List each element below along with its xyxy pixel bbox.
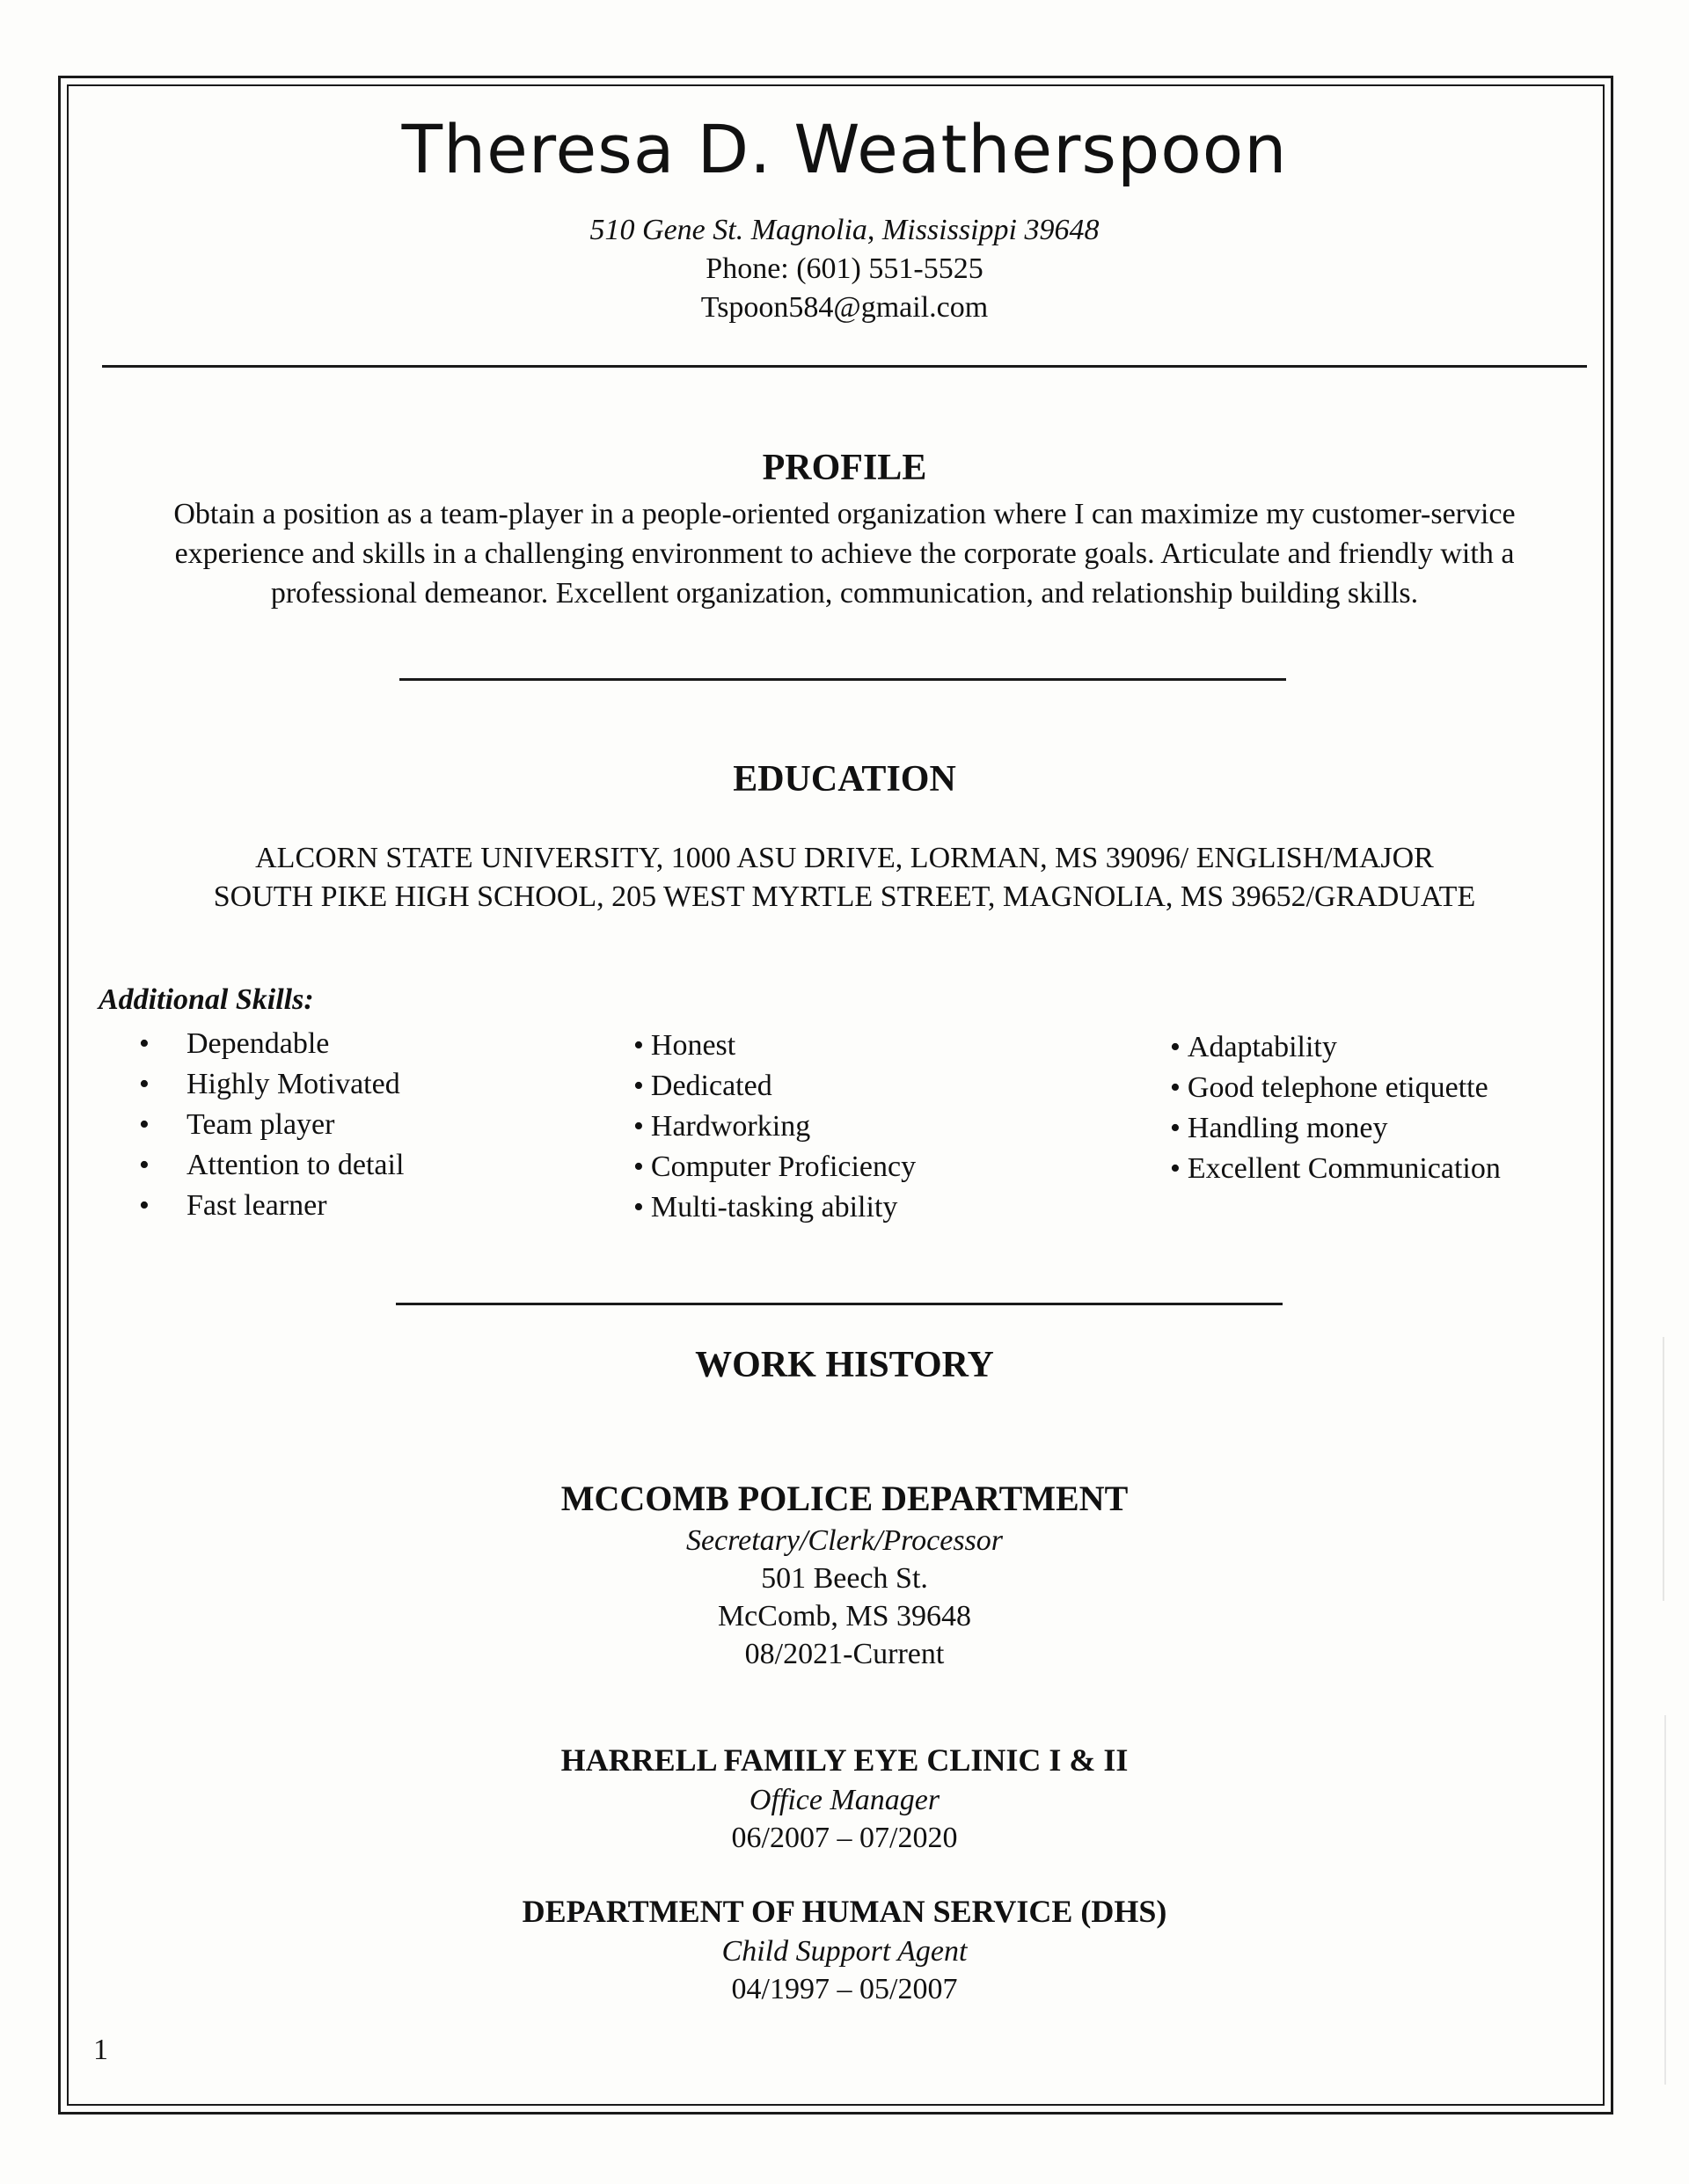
skill-item: • Fast learner <box>139 1189 327 1222</box>
skills-column-1 <box>139 1024 404 1226</box>
education-entry: ALCORN STATE UNIVERSITY, 1000 ASU DRIVE, LORMAN, MS 39096/ ENGLISH/MAJOR <box>255 842 1434 874</box>
email: Tspoon584@gmail.com <box>700 291 989 324</box>
education-title: EDUCATION <box>733 759 956 800</box>
skills-heading: Additional Skills: <box>99 983 314 1016</box>
skill-item: • Handling money <box>1170 1112 1388 1144</box>
employer-name: HARRELL FAMILY EYE CLINIC I & II <box>560 1742 1129 1778</box>
skill-item: • Computer Proficiency <box>633 1150 917 1183</box>
job-dates: 06/2007 – 07/2020 <box>731 1822 958 1854</box>
profile-line: Obtain a position as a team-player in a people-oriented organization where I can maximize my customer-service <box>173 498 1516 530</box>
profile-line: experience and skills in a challenging environment to achieve the corporate goals. Articulate and friendly with a <box>174 537 1515 570</box>
header-divider <box>102 365 1587 368</box>
job-title: Child Support Agent <box>721 1935 968 1968</box>
skill-item: • Dependable <box>139 1027 330 1060</box>
skill-item: • Multi-tasking ability <box>633 1191 898 1223</box>
employer-street: 501 Beech St. <box>761 1562 928 1595</box>
skill-item: • Hardworking <box>633 1110 811 1143</box>
work-history-title: WORK HISTORY <box>695 1345 994 1385</box>
skill-item: • Attention to detail <box>139 1149 405 1181</box>
address: 510 Gene St. Magnolia, Mississippi 39648 <box>589 214 1100 246</box>
education-entry: SOUTH PIKE HIGH SCHOOL, 205 WEST MYRTLE STREET, MAGNOLIA, MS 39652/GRADUATE <box>213 880 1476 913</box>
employer-city: McComb, MS 39648 <box>717 1600 972 1633</box>
profile-divider <box>399 678 1286 681</box>
job-title: Office Manager <box>749 1784 940 1816</box>
skill-item: • Excellent Communication <box>1170 1152 1501 1185</box>
skill-item: • Honest <box>633 1029 736 1062</box>
skill-item: • Good telephone etiquette <box>1170 1071 1488 1104</box>
skills-divider <box>396 1303 1283 1305</box>
skills-column-3 <box>1170 1027 1501 1189</box>
employer-name: MCCOMB POLICE DEPARTMENT <box>560 1479 1129 1518</box>
scan-edge-mark <box>1664 1715 1666 2085</box>
job-title: Secretary/Clerk/Processor <box>685 1524 1004 1557</box>
scan-edge-mark <box>1663 1337 1664 1601</box>
job-dates: 04/1997 – 05/2007 <box>731 1973 958 2005</box>
profile-line: professional demeanor. Excellent organization, communication, and relationship building skills. <box>270 577 1419 610</box>
job-dates: 08/2021-Current <box>744 1638 945 1670</box>
skill-item: • Adaptability <box>1170 1031 1337 1063</box>
employer-name: DEPARTMENT OF HUMAN SERVICE (DHS) <box>522 1894 1167 1929</box>
skill-item: • Highly Motivated <box>139 1068 400 1100</box>
profile-text <box>104 494 1585 613</box>
skill-item: • Team player <box>139 1108 335 1141</box>
skill-item: • Dedicated <box>633 1070 772 1102</box>
skills-column-2 <box>633 1026 916 1228</box>
page-number: 1 <box>93 2034 108 2066</box>
applicant-name: Theresa D. Weatherspoon <box>401 110 1288 188</box>
phone: Phone: (601) 551-5525 <box>706 252 983 285</box>
profile-title: PROFILE <box>762 448 927 488</box>
